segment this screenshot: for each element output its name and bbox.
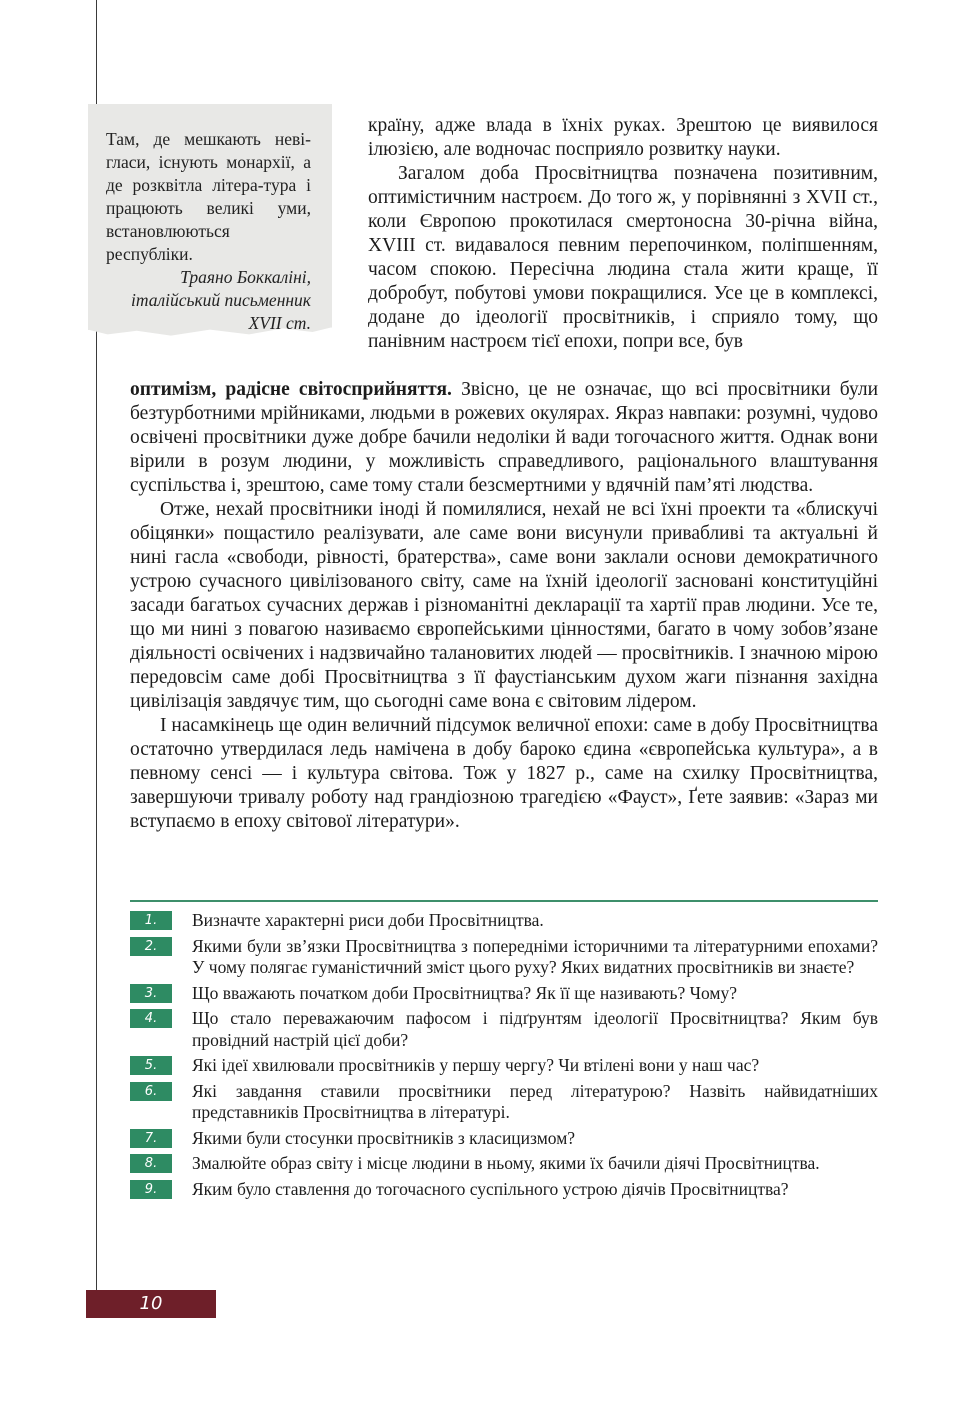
epigraph-quote xyxy=(106,128,311,335)
question-text: Які ідеї хвилювали просвітників у першу чергу? Чи втілені вони у наш час? xyxy=(192,1055,760,1075)
question-number-badge: 2. xyxy=(130,937,172,956)
question-text: Визначте характерні риси доби Просвітництва. xyxy=(192,910,544,930)
question-text: Якими були стосунки просвітників з класицизмом? xyxy=(192,1127,576,1148)
text-column-main xyxy=(130,378,878,834)
quote-text: Там, де мешкають неві-гласи, існують монархії, а де розквітла літера-тура і працюють великі уми, встановлюються республіки. xyxy=(106,129,311,264)
question-number-badge: 3. xyxy=(130,984,172,1003)
question-item xyxy=(130,1008,878,1051)
question-text: Яким було ставлення до тогочасного суспільного устрою діячів Просвітництва? xyxy=(192,1178,789,1199)
question-item xyxy=(130,936,878,979)
question-number-badge: 4. xyxy=(130,1009,172,1028)
paragraph-optimism-end xyxy=(130,378,878,498)
quote-author: Траяно Боккаліні, італійський письменник XVII ст. xyxy=(131,267,311,333)
text-column-top xyxy=(368,114,878,354)
question-item xyxy=(130,1081,878,1124)
question-item xyxy=(130,983,878,1005)
question-text: Що вважають початком доби Просвітництва? Як її ще називають? Чому? xyxy=(192,982,738,1003)
paragraph-conclusion: І насамкінець ще один величний підсумок величної епохи: саме в добу Просвітництва остаточно утвердилася ледь намічена в добу бароко єдина «європейська культура», а в певному сенсі — і культура світова. Тож у 1827 р., саме на схилку Просвітництва, завершуючи тривалу роботу над грандіозною трагедією «Фауст», Ґете заявив: «Зараз ми вступаємо в епоху світової літератури». xyxy=(130,715,878,832)
paragraph-continuation: країну, адже влада в їхніх руках. Зрештою це виявилося ілюзією, але водночас посприяло розвитку науки. xyxy=(368,115,878,160)
question-text: Що стало переважаючим пафосом і підґрунтям ідеології Просвітництва? Яким був провідний настрій цієї доби? xyxy=(192,1008,878,1050)
question-item xyxy=(130,1055,878,1077)
page-number: 10 xyxy=(86,1290,216,1318)
question-text: Які завдання ставили просвітники перед літературою? Назвіть найвидатніших представників Просвітництва в літературі. xyxy=(192,1080,878,1122)
paragraph-optimism-rest: Звісно, це не означає, що всі просвітники були безтурботними мрійниками, людьми в рожевих окулярах. Якраз навпаки: розумні, чудово освічені просвітники дуже добре бачили недоліки й вади тогочасного життя. Однак вони вірили в розум людини, у можливість справедливого, раціонального влаштування суспільства і, зрештою, саме тому стали безсмертними у вдячній пам’яті людства. xyxy=(130,379,879,496)
question-number-badge: 5. xyxy=(130,1056,172,1075)
question-number-badge: 8. xyxy=(130,1154,172,1173)
question-item xyxy=(130,1179,878,1201)
question-text: Якими були зв’язки Просвітництва з попередніми історичними та літературними епохами? У чому полягає гуманістичний зміст цього руху? Яких видатних просвітників ви знаєте? xyxy=(192,935,878,977)
question-number-badge: 7. xyxy=(130,1129,172,1148)
question-text: Змалюйте образ світу і місце людини в ньому, якими їх бачили діячі Просвітництва. xyxy=(192,1153,820,1173)
question-number-badge: 9. xyxy=(130,1180,172,1199)
paragraph-optimism-start: Загалом доба Просвітництва позначена позитивним, оптимістичним настроєм. До того ж, у порівнянні з XVII ст., коли Європою прокотилася смертоносна 30-річна війна, XVIII ст. видавалося певним перепочинком, поліпшенням, часом спокою. Пересічна людина стала жити краще, її добробут, побутові умови покращилися. Усе це в комплексі, додане до ідеології просвітників, і сприяло тому, що панівним настроєм тієї епохи, попри все, був xyxy=(368,163,878,352)
question-item xyxy=(130,1153,878,1175)
paragraph-legacy: Отже, нехай просвітники іноді й помилялися, нехай не всі їхні проекти та «блискучі обіцянки» пощастило реалізувати, але саме вони висунули привабливі та актуальні й нині гасла «свободи, рівності, братерства», саме вони заклали основи демократичного устрою сучасного цивілізованого світу, саме на їхній ідеології засновані конституційні засади багатьох сучасних держав і різноманітні декларації та хартії прав людини. Усе те, що ми нині з повагою називаємо європейськими цінностями, багато в чому зобов’язане діяльності освічених і надзвичайно талановитих людей — просвітників. І значною мірою передовсім саме добі Просвітництва з її фаустіанським духом жаги пізнання західна цивілізація завдячує тим, що сьогодні саме вона є світовим лідером. xyxy=(130,499,878,712)
question-number-badge: 1. xyxy=(130,911,172,930)
review-questions xyxy=(130,910,878,1204)
question-number-badge: 6. xyxy=(130,1082,172,1101)
bold-phrase: оптимізм, радісне світосприйняття. xyxy=(130,379,452,400)
section-divider xyxy=(130,900,878,902)
question-item xyxy=(130,910,878,932)
question-item xyxy=(130,1128,878,1150)
